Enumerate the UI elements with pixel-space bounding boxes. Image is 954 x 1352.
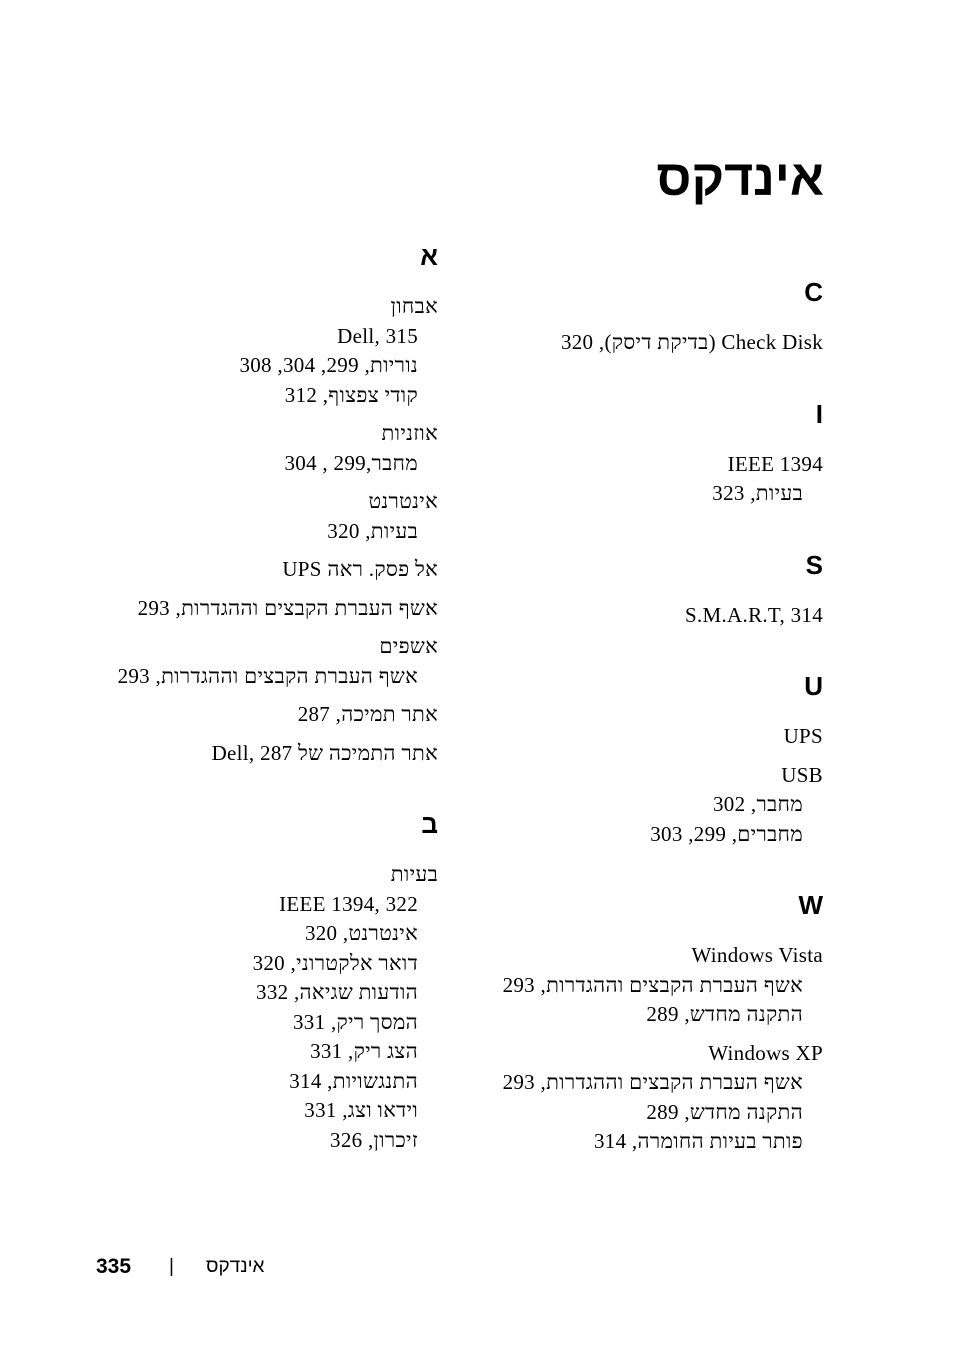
- index-entry: [18, 419, 438, 478]
- index-section: [403, 670, 823, 849]
- entry-subterm: אינטרנט, 320: [304, 921, 418, 945]
- entry-subterm: דואר אלקטרוני, 320: [252, 950, 418, 975]
- entry-subterm: נוריות, 299, 304, 308: [239, 353, 418, 377]
- entry-subterm: מחברים, 299, 303: [650, 821, 803, 846]
- index-entry: [18, 555, 438, 585]
- entry-subterm: התנגשויות, 314: [289, 1068, 418, 1093]
- index-entry: [403, 1039, 823, 1157]
- index-entry: [18, 700, 438, 730]
- index-column-right: [403, 276, 823, 1197]
- entry-subterm: Dell, 315: [337, 323, 418, 348]
- entry-subterm: מחבר, 302: [712, 792, 803, 816]
- entry-subterm: קודי צפצוף, 312: [284, 382, 418, 407]
- index-entry: [403, 722, 823, 752]
- entry-subterm: אשף העברת הקבצים וההגדרות, 293: [502, 1070, 803, 1094]
- page-number: 335: [96, 1255, 132, 1278]
- entry-subterm: התקנה מחדש, 289: [646, 1099, 803, 1124]
- entry-term: S.M.A.R.T, 314: [685, 602, 823, 627]
- entry-term: UPS: [783, 724, 823, 748]
- entry-term: אתר תמיכה, 287: [297, 702, 438, 726]
- section-letter: א: [420, 241, 438, 271]
- entry-term: אל פסק. ראה UPS: [282, 557, 438, 581]
- index-entry: [18, 594, 438, 624]
- entry-subterm: מחבר,299 , 304: [284, 450, 418, 475]
- entry-subterm: אשף העברת הקבצים וההגדרות, 293: [502, 972, 803, 997]
- entry-term: Windows Vista: [691, 943, 823, 967]
- index-section: [18, 808, 438, 1155]
- index-entry: [18, 292, 438, 410]
- section-letter: W: [798, 890, 823, 920]
- entry-term: Windows XP: [708, 1040, 823, 1065]
- index-section: [403, 398, 823, 509]
- entry-term: בעיות: [390, 862, 438, 886]
- page-title: אינדקס: [656, 150, 824, 206]
- entry-term: אשפים: [379, 634, 438, 658]
- entry-subterm: זיכרון, 326: [330, 1127, 418, 1152]
- section-letter: ב: [421, 809, 438, 839]
- footer-label: אינדקס: [206, 1256, 265, 1277]
- entry-term: אשף העברת הקבצים וההגדרות, 293: [137, 595, 438, 620]
- index-section: [403, 889, 823, 1157]
- entry-subterm: פותר בעיות החומרה, 314: [593, 1129, 803, 1153]
- index-entry: [403, 328, 823, 358]
- index-entry: [403, 601, 823, 631]
- index-entry: [18, 632, 438, 691]
- section-letter: C: [804, 277, 823, 307]
- entry-subterm: בעיות, 323: [712, 481, 803, 505]
- entry-subterm: אשף העברת הקבצים וההגדרות, 293: [117, 663, 418, 688]
- entry-term: Check Disk (בדיקת דיסק), 320: [560, 330, 823, 354]
- index-entry: [18, 739, 438, 769]
- index-section: [403, 549, 823, 631]
- section-letter: S: [805, 549, 823, 580]
- entry-subterm: וידאו וצג, 331: [304, 1098, 418, 1122]
- entry-term: אבחון: [390, 294, 438, 318]
- index-entry: [18, 487, 438, 546]
- index-section: [403, 276, 823, 358]
- entry-term: אינטרנט: [368, 489, 438, 513]
- entry-term: USB: [781, 762, 823, 787]
- section-letter: U: [804, 671, 823, 701]
- footer-separator: |: [169, 1256, 174, 1277]
- entry-subterm: IEEE 1394, 322: [279, 891, 418, 916]
- entry-subterm: התקנה מחדש, 289: [646, 1002, 803, 1026]
- index-entry: [403, 941, 823, 1030]
- entry-term: אוזניות: [381, 421, 438, 445]
- index-entry: [403, 761, 823, 850]
- index-column-left: [18, 240, 438, 1195]
- section-letter: I: [815, 398, 823, 429]
- entry-term: אתר התמיכה של Dell, 287: [211, 740, 438, 765]
- entry-term: IEEE 1394: [727, 451, 823, 476]
- entry-subterm: הודעות שגיאה, 332: [256, 980, 418, 1004]
- entry-subterm: הצג ריק, 331: [310, 1039, 418, 1063]
- index-entry: [18, 860, 438, 1155]
- entry-subterm: בעיות, 320: [327, 518, 418, 543]
- index-section: [18, 240, 438, 768]
- entry-subterm: המסך ריק, 331: [292, 1009, 418, 1034]
- index-entry: [403, 450, 823, 509]
